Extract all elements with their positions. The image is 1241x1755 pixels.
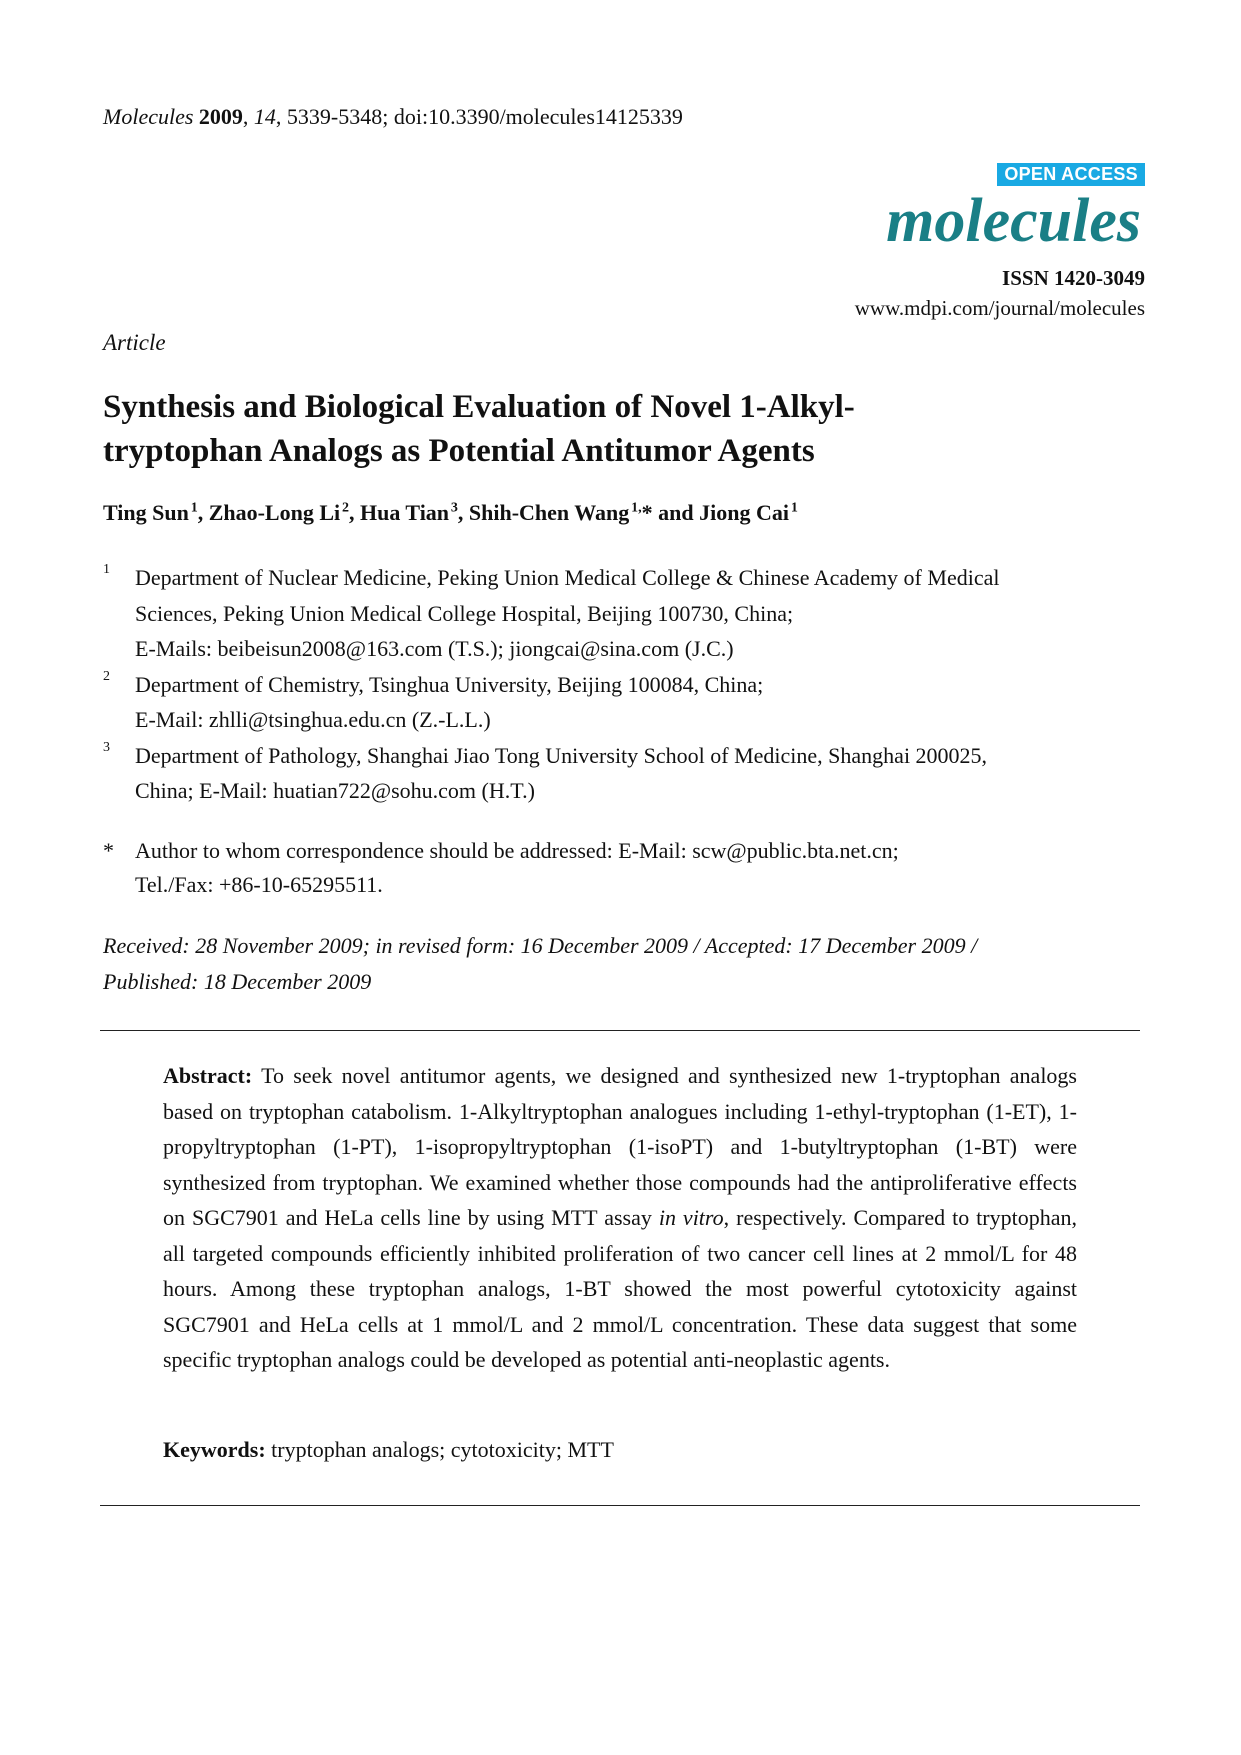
dates-line: Received: 28 November 2009; in revised form: 16 December 2009 / Accepted: 17 December 2009 /: [103, 933, 978, 958]
affiliation-number: 3: [103, 739, 110, 755]
abstract-text: To seek novel antitumor agents, we designed and synthesized new 1-tryptophan analogs based on tryptophan catabolism. 1-Alkyltryptophan analogues including 1-ethyl-tryptophan (1-ET), 1-propyltryptophan (1-PT), 1-isopropyltryptophan (1-isoPT) and 1-butyltryptophan (1-BT) were synthesized from tryptophan. We examined whether those compounds had the antiproliferative effects on SGC7901 and HeLa cells line by using MTT assay: [163, 1063, 1077, 1230]
affiliation-number: 1: [103, 562, 110, 577]
author-separator: ,: [457, 500, 469, 525]
journal-logo: molecules: [886, 187, 1141, 255]
keywords: [163, 1437, 614, 1463]
correspondence-marker: *: [103, 838, 114, 863]
publication-dates: [103, 928, 1143, 1000]
affiliation-line: Department of Chemistry, Tsinghua University, Beijing 100084, China;: [135, 671, 764, 697]
affiliation-line: Department of Pathology, Shanghai Jiao Tong University School of Medicine, Shanghai 200025,: [135, 742, 988, 768]
affiliation-item: [103, 560, 1143, 667]
citation-rest: , 5339-5348; doi:10.3390/molecules14125339: [275, 104, 683, 129]
article-type: Article: [103, 330, 166, 355]
author-affiliation: 1,: [631, 500, 642, 516]
paper-title: [103, 385, 1133, 473]
author-name: Zhao-Long Li: [208, 500, 341, 525]
affiliation-item: [103, 738, 1143, 809]
affiliation-line: Sciences, Peking Union Medical College Hospital, Beijing 100730, China;: [135, 600, 794, 626]
keywords-text: tryptophan analogs; cytotoxicity; MTT: [265, 1437, 614, 1462]
title-line-2: tryptophan Analogs as Potential Antitumor Agents: [103, 433, 815, 469]
abstract-italic: in vitro: [658, 1205, 724, 1230]
title-line-1: Synthesis and Biological Evaluation of Novel 1-Alkyl-: [103, 389, 855, 425]
author-separator: * and: [641, 500, 700, 525]
author-name: Shih-Chen Wang: [468, 500, 630, 525]
affiliation-list: [103, 560, 1143, 809]
author-separator: ,: [197, 500, 209, 525]
citation-line: Molecules 2009, 14, 5339-5348; doi:10.3390/molecules14125339: [103, 104, 683, 129]
correspondence: [103, 834, 1143, 902]
citation-journal: Molecules: [103, 104, 194, 129]
author-name: Jiong Cai: [699, 500, 789, 525]
affiliation-line: China; E-Mail: huatian722@sohu.com (H.T.): [135, 778, 535, 803]
correspondence-line: Tel./Fax: +86-10-65295511.: [135, 872, 383, 897]
author-affiliation: 2: [341, 500, 349, 516]
abstract: [163, 1058, 1077, 1378]
author-affiliation: 1: [790, 500, 798, 516]
dates-line: Published: 18 December 2009: [103, 969, 372, 994]
abstract-label: Abstract:: [163, 1063, 253, 1088]
divider-top: [100, 1030, 1140, 1031]
author-name: Hua Tian: [359, 500, 450, 525]
journal-website: www.mdpi.com/journal/molecules: [854, 296, 1145, 320]
affiliation-line: E-Mail: zhlli@tsinghua.edu.cn (Z.-L.L.): [135, 707, 491, 732]
abstract-text-end: , respectively. Compared to tryptophan, all targeted compounds efficiently inhibited proliferation of two cancer cell lines at 2 mmol/L for 48 hours. Among these tryptophan analogs, 1-BT showed the most powerful cytotoxicity against SGC7901 and HeLa cells at 1 mmol/L and 2 mmol/L concentration. These data suggest that some specific tryptophan analogs could be developed as potential anti-neoplastic agents.: [163, 1205, 1077, 1372]
citation-year: 2009: [198, 104, 243, 129]
open-access-badge: OPEN ACCESS: [997, 163, 1145, 186]
author-affiliation: 3: [450, 500, 458, 516]
citation-volume: 14: [253, 104, 276, 129]
affiliation-item: [103, 667, 1143, 738]
correspondence-line: Author to whom correspondence should be addressed: E-Mail: scw@public.bta.net.cn;: [135, 838, 899, 863]
affiliation-number: 2: [103, 668, 110, 684]
author-name: Ting Sun: [103, 500, 189, 525]
affiliation-line: Department of Nuclear Medicine, Peking Union Medical College & Chinese Academy of Medical: [135, 565, 1000, 590]
affiliation-line: E-Mails: beibeisun2008@163.com (T.S.); jiongcai@sina.com (J.C.): [135, 636, 734, 661]
issn: ISSN 1420-3049: [1002, 266, 1145, 290]
author-separator: ,: [348, 500, 360, 525]
author-affiliation: 1: [190, 500, 198, 516]
divider-bottom: [100, 1505, 1140, 1506]
author-list: [103, 500, 798, 526]
keywords-label: Keywords:: [163, 1437, 266, 1462]
